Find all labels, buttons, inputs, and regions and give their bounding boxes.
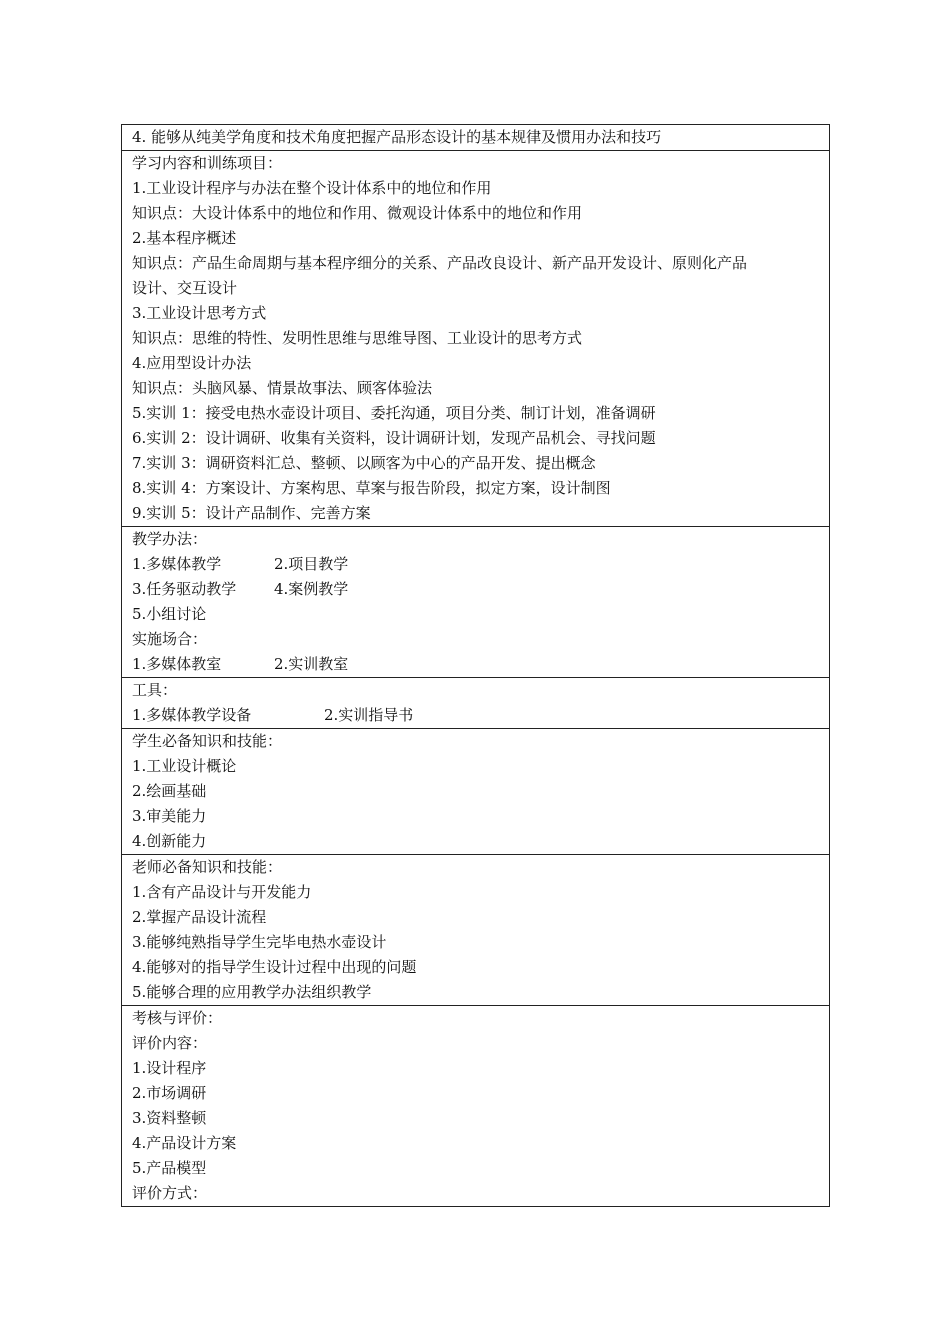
venue-heading: 实施场合： bbox=[132, 630, 208, 648]
assessment-item: 3.资料整顿 bbox=[132, 1109, 207, 1127]
assessment-item: 4.产品设计方案 bbox=[132, 1134, 237, 1152]
row-goal bbox=[122, 125, 830, 151]
assessment-subheading: 评价方式： bbox=[132, 1184, 208, 1202]
student-skills-cell bbox=[122, 729, 830, 855]
content-item: 9.实训 5：设计产品制作、完善方案 bbox=[132, 504, 371, 522]
student-skills-heading: 学生必备知识和技能： bbox=[132, 732, 283, 750]
student-skill-item: 2.绘画基础 bbox=[132, 782, 207, 800]
tools-heading: 工具： bbox=[132, 681, 178, 699]
assessment-item: 1.设计程序 bbox=[132, 1059, 207, 1077]
content-cell bbox=[122, 151, 830, 527]
course-table bbox=[121, 124, 830, 1207]
method-item: 2.项目教学 bbox=[274, 555, 349, 573]
methods-row bbox=[132, 552, 829, 577]
row-teacher-skills bbox=[122, 855, 830, 1006]
content-item: 设计、交互设计 bbox=[132, 279, 238, 297]
content-item: 3.工业设计思考方式 bbox=[132, 304, 267, 322]
tool-item: 2.实训指导书 bbox=[324, 706, 414, 724]
venue-row bbox=[132, 652, 829, 677]
teacher-skills-cell bbox=[122, 855, 830, 1006]
teacher-skill-item: 5.能够合理的应用教学办法组织教学 bbox=[132, 983, 372, 1001]
content-item: 知识点：头脑风暴、情景故事法、顾客体验法 bbox=[132, 379, 433, 397]
assessment-item: 2.市场调研 bbox=[132, 1084, 207, 1102]
student-skill-item: 3.审美能力 bbox=[132, 807, 207, 825]
methods-cell bbox=[122, 527, 830, 678]
content-item: 7.实训 3：调研资料汇总、整顿、以顾客为中心的产品开发、提出概念 bbox=[132, 454, 596, 472]
tools-cell bbox=[122, 678, 830, 729]
assessment-item: 5.产品模型 bbox=[132, 1159, 207, 1177]
method-item: 5.小组讨论 bbox=[132, 605, 207, 623]
tool-item: 1.多媒体教学设备 bbox=[132, 706, 252, 724]
row-student-skills bbox=[122, 729, 830, 855]
method-item: 1.多媒体教学 bbox=[132, 555, 222, 573]
goal-line: 4. 能够从纯美学角度和技术角度把握产品形态设计的基本规律及惯用办法和技巧 bbox=[132, 128, 662, 146]
row-content bbox=[122, 151, 830, 527]
teacher-skill-item: 2.掌握产品设计流程 bbox=[132, 908, 267, 926]
content-item: 8.实训 4：方案设计、方案构思、草案与报告阶段，拟定方案，设计制图 bbox=[132, 479, 611, 497]
row-methods bbox=[122, 527, 830, 678]
content-item: 知识点：产品生命周期与基本程序细分的关系、产品改良设计、新产品开发设计、原则化产品 bbox=[132, 254, 748, 272]
assessment-subheading: 评价内容： bbox=[132, 1034, 208, 1052]
method-item: 4.案例教学 bbox=[274, 580, 349, 598]
teacher-skill-item: 3.能够纯熟指导学生完毕电热水壶设计 bbox=[132, 933, 387, 951]
content-item: 知识点：思维的特性、发明性思维与思维导图、工业设计的思考方式 bbox=[132, 329, 583, 347]
methods-row bbox=[132, 577, 829, 602]
row-tools bbox=[122, 678, 830, 729]
teacher-skills-heading: 老师必备知识和技能： bbox=[132, 858, 283, 876]
content-item: 6.实训 2：设计调研、收集有关资料，设计调研计划，发现产品机会、寻找问题 bbox=[132, 429, 656, 447]
goal-cell bbox=[122, 125, 830, 151]
content-item: 5.实训 1：接受电热水壶设计项目、委托沟通，项目分类、制订计划，准备调研 bbox=[132, 404, 656, 422]
student-skill-item: 4.创新能力 bbox=[132, 832, 207, 850]
methods-heading: 教学办法： bbox=[132, 530, 208, 548]
venue-item: 2.实训教室 bbox=[274, 655, 349, 673]
venue-item: 1.多媒体教室 bbox=[132, 655, 222, 673]
content-heading: 学习内容和训练项目： bbox=[132, 154, 283, 172]
student-skill-item: 1.工业设计概论 bbox=[132, 757, 237, 775]
teacher-skill-item: 4.能够对的指导学生设计过程中出现的问题 bbox=[132, 958, 417, 976]
assessment-heading: 考核与评价： bbox=[132, 1009, 223, 1027]
teacher-skill-item: 1.含有产品设计与开发能力 bbox=[132, 883, 312, 901]
row-assessment bbox=[122, 1006, 830, 1207]
method-item: 3.任务驱动教学 bbox=[132, 580, 237, 598]
content-item: 知识点：大设计体系中的地位和作用、微观设计体系中的地位和作用 bbox=[132, 204, 583, 222]
content-item: 1.工业设计程序与办法在整个设计体系中的地位和作用 bbox=[132, 179, 492, 197]
content-item: 4.应用型设计办法 bbox=[132, 354, 252, 372]
content-item: 2.基本程序概述 bbox=[132, 229, 237, 247]
assessment-cell bbox=[122, 1006, 830, 1207]
tools-row bbox=[132, 703, 829, 728]
